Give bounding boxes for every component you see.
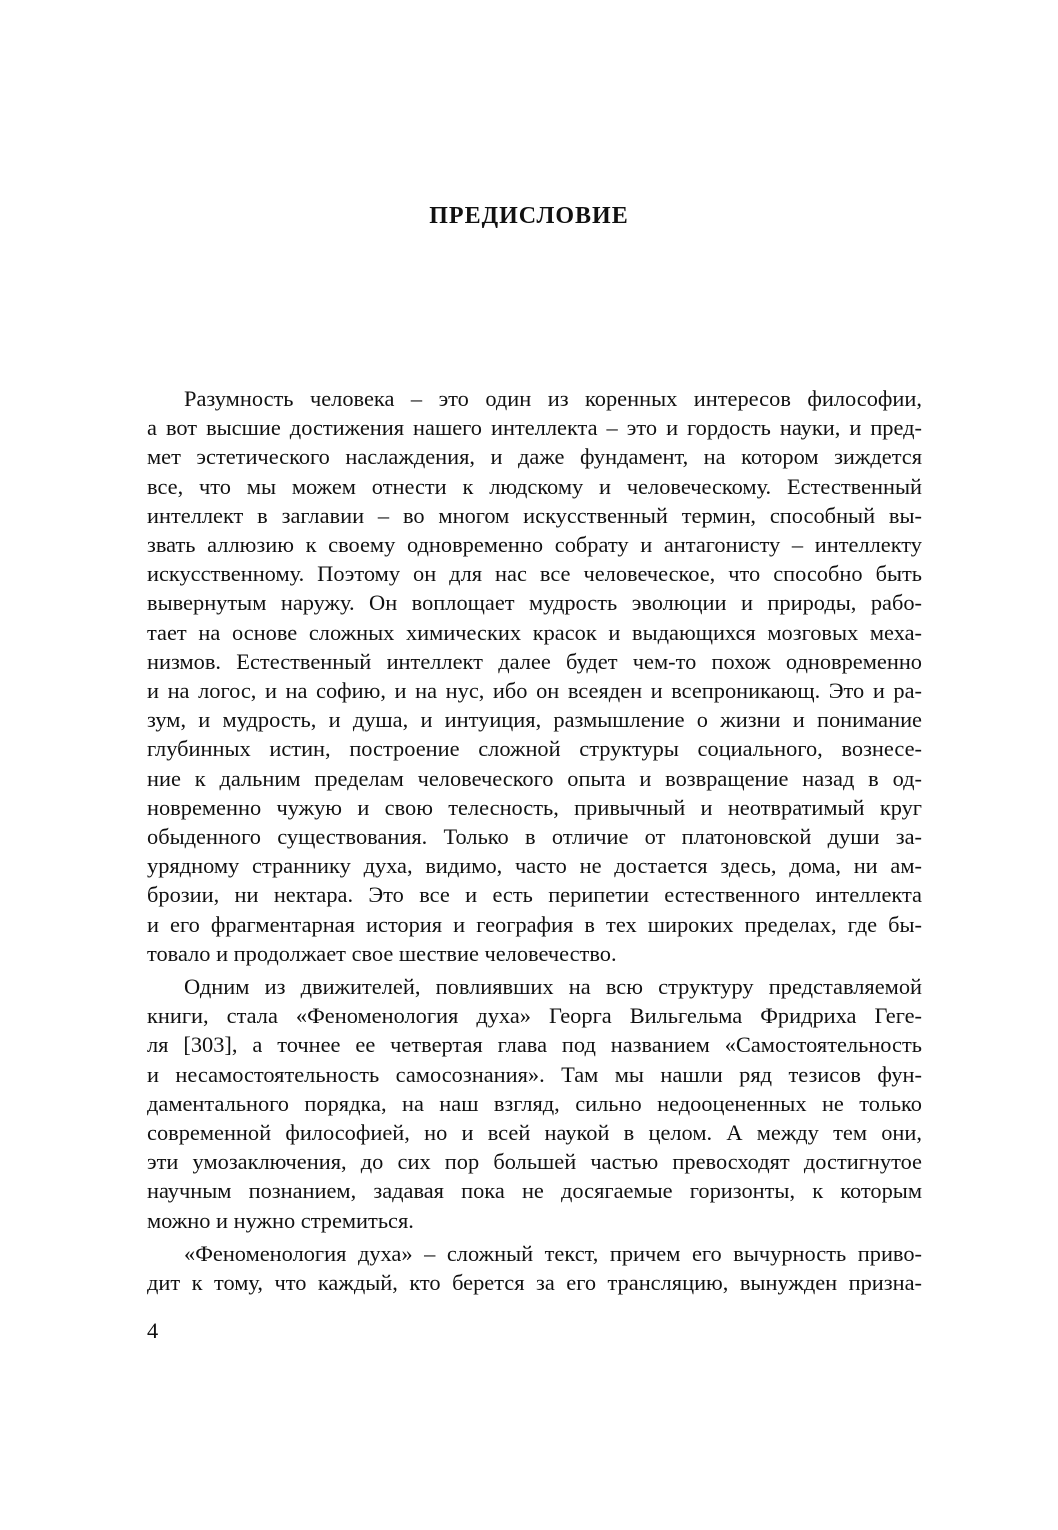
text-line: ля [303], а точнее ее четвертая глава под названием «Самостоятельность — [147, 1032, 922, 1058]
text-line: урядному страннику духа, видимо, часто не достается здесь, дома, ни ам- — [147, 853, 922, 879]
text-line: искусственному. Поэтому он для нас все человеческое, что способно быть — [147, 561, 922, 587]
text-line: обыденного существования. Только в отличие от платоновской души за- — [147, 824, 922, 850]
text-line: вывернутым наружу. Он воплощает мудрость эволюции и природы, рабо- — [147, 590, 922, 616]
text-line: брозии, ни нектара. Это все и есть перипетии естественного интеллекта — [147, 882, 922, 908]
text-line: новременно чужую и свою телесность, привычный и неотвратимый круг — [147, 794, 922, 820]
page-title: ПРЕДИСЛОВИЕ — [429, 203, 629, 229]
text-line: книги, стала «Феноменология духа» Георга Вильгельма Фридриха Геге- — [147, 1003, 922, 1029]
body-text — [147, 384, 922, 1297]
text-line: товало и продолжает свое шествие человечество. — [147, 940, 617, 966]
text-line: «Феноменология духа» – сложный текст, причем его вычурность приво- — [184, 1240, 922, 1266]
text-line: Одним из движителей, повлиявших на всю структуру представляемой — [184, 974, 922, 1000]
text-line: глубинных истин, построение сложной структуры социального, вознесе- — [147, 736, 922, 762]
text-line: и несамостоятельность самосознания». Там мы нашли ряд тезисов фун- — [147, 1061, 922, 1087]
text-line: современной философией, но и всей наукой в целом. А между тем они, — [147, 1120, 922, 1146]
paragraph-1 — [147, 384, 922, 968]
text-line: даментального порядка, на наш взгляд, сильно недооцененных не только — [147, 1090, 922, 1116]
text-line: и его фрагментарная история и география в тех широких пределах, где бы- — [147, 911, 922, 937]
text-line: низмов. Естественный интеллект далее будет чем-то похож одновременно — [147, 648, 922, 674]
text-line: Разумность человека – это один из коренных интересов философии, — [184, 386, 922, 411]
text-line: дит к тому, что каждый, кто берется за его трансляцию, вынужден призна- — [147, 1270, 922, 1296]
text-line: можно и нужно стремиться. — [147, 1207, 414, 1233]
text-line: зум, и мудрость, и душа, и интуиция, размышление о жизни и понимание — [147, 707, 922, 733]
paragraph-3 — [147, 1239, 922, 1297]
text-line: эти умозаключения, до сих пор большей частью превосходят достигнутое — [147, 1149, 922, 1175]
text-line: и на логос, и на софию, и на нус, ибо он всеяден и всепроникающ. Это и ра- — [147, 678, 922, 704]
text-line: научным познанием, задавая пока не досягаемые горизонты, к которым — [147, 1178, 922, 1204]
text-line: тает на основе сложных химических красок и выдающихся мозговых меха- — [147, 619, 922, 645]
text-line: все, что мы можем отнести к людскому и человеческому. Естественный — [147, 473, 922, 499]
text-line: звать аллюзию к своему одновременно собрату и антагонисту – интеллекту — [147, 532, 922, 558]
paragraph-2 — [147, 972, 922, 1235]
text-line: интеллект в заглавии – во многом искусственный термин, способный вы- — [147, 502, 922, 528]
text-line: а вот высшие достижения нашего интеллекта – это и гордость науки, и пред- — [147, 415, 922, 441]
text-line: ние к дальним пределам человеческого опыта и возвращение назад в од- — [147, 765, 922, 791]
page-number: 4 — [147, 1318, 159, 1343]
text-line: мет эстетического наслаждения, и даже фундамент, на котором зиждется — [147, 444, 922, 470]
